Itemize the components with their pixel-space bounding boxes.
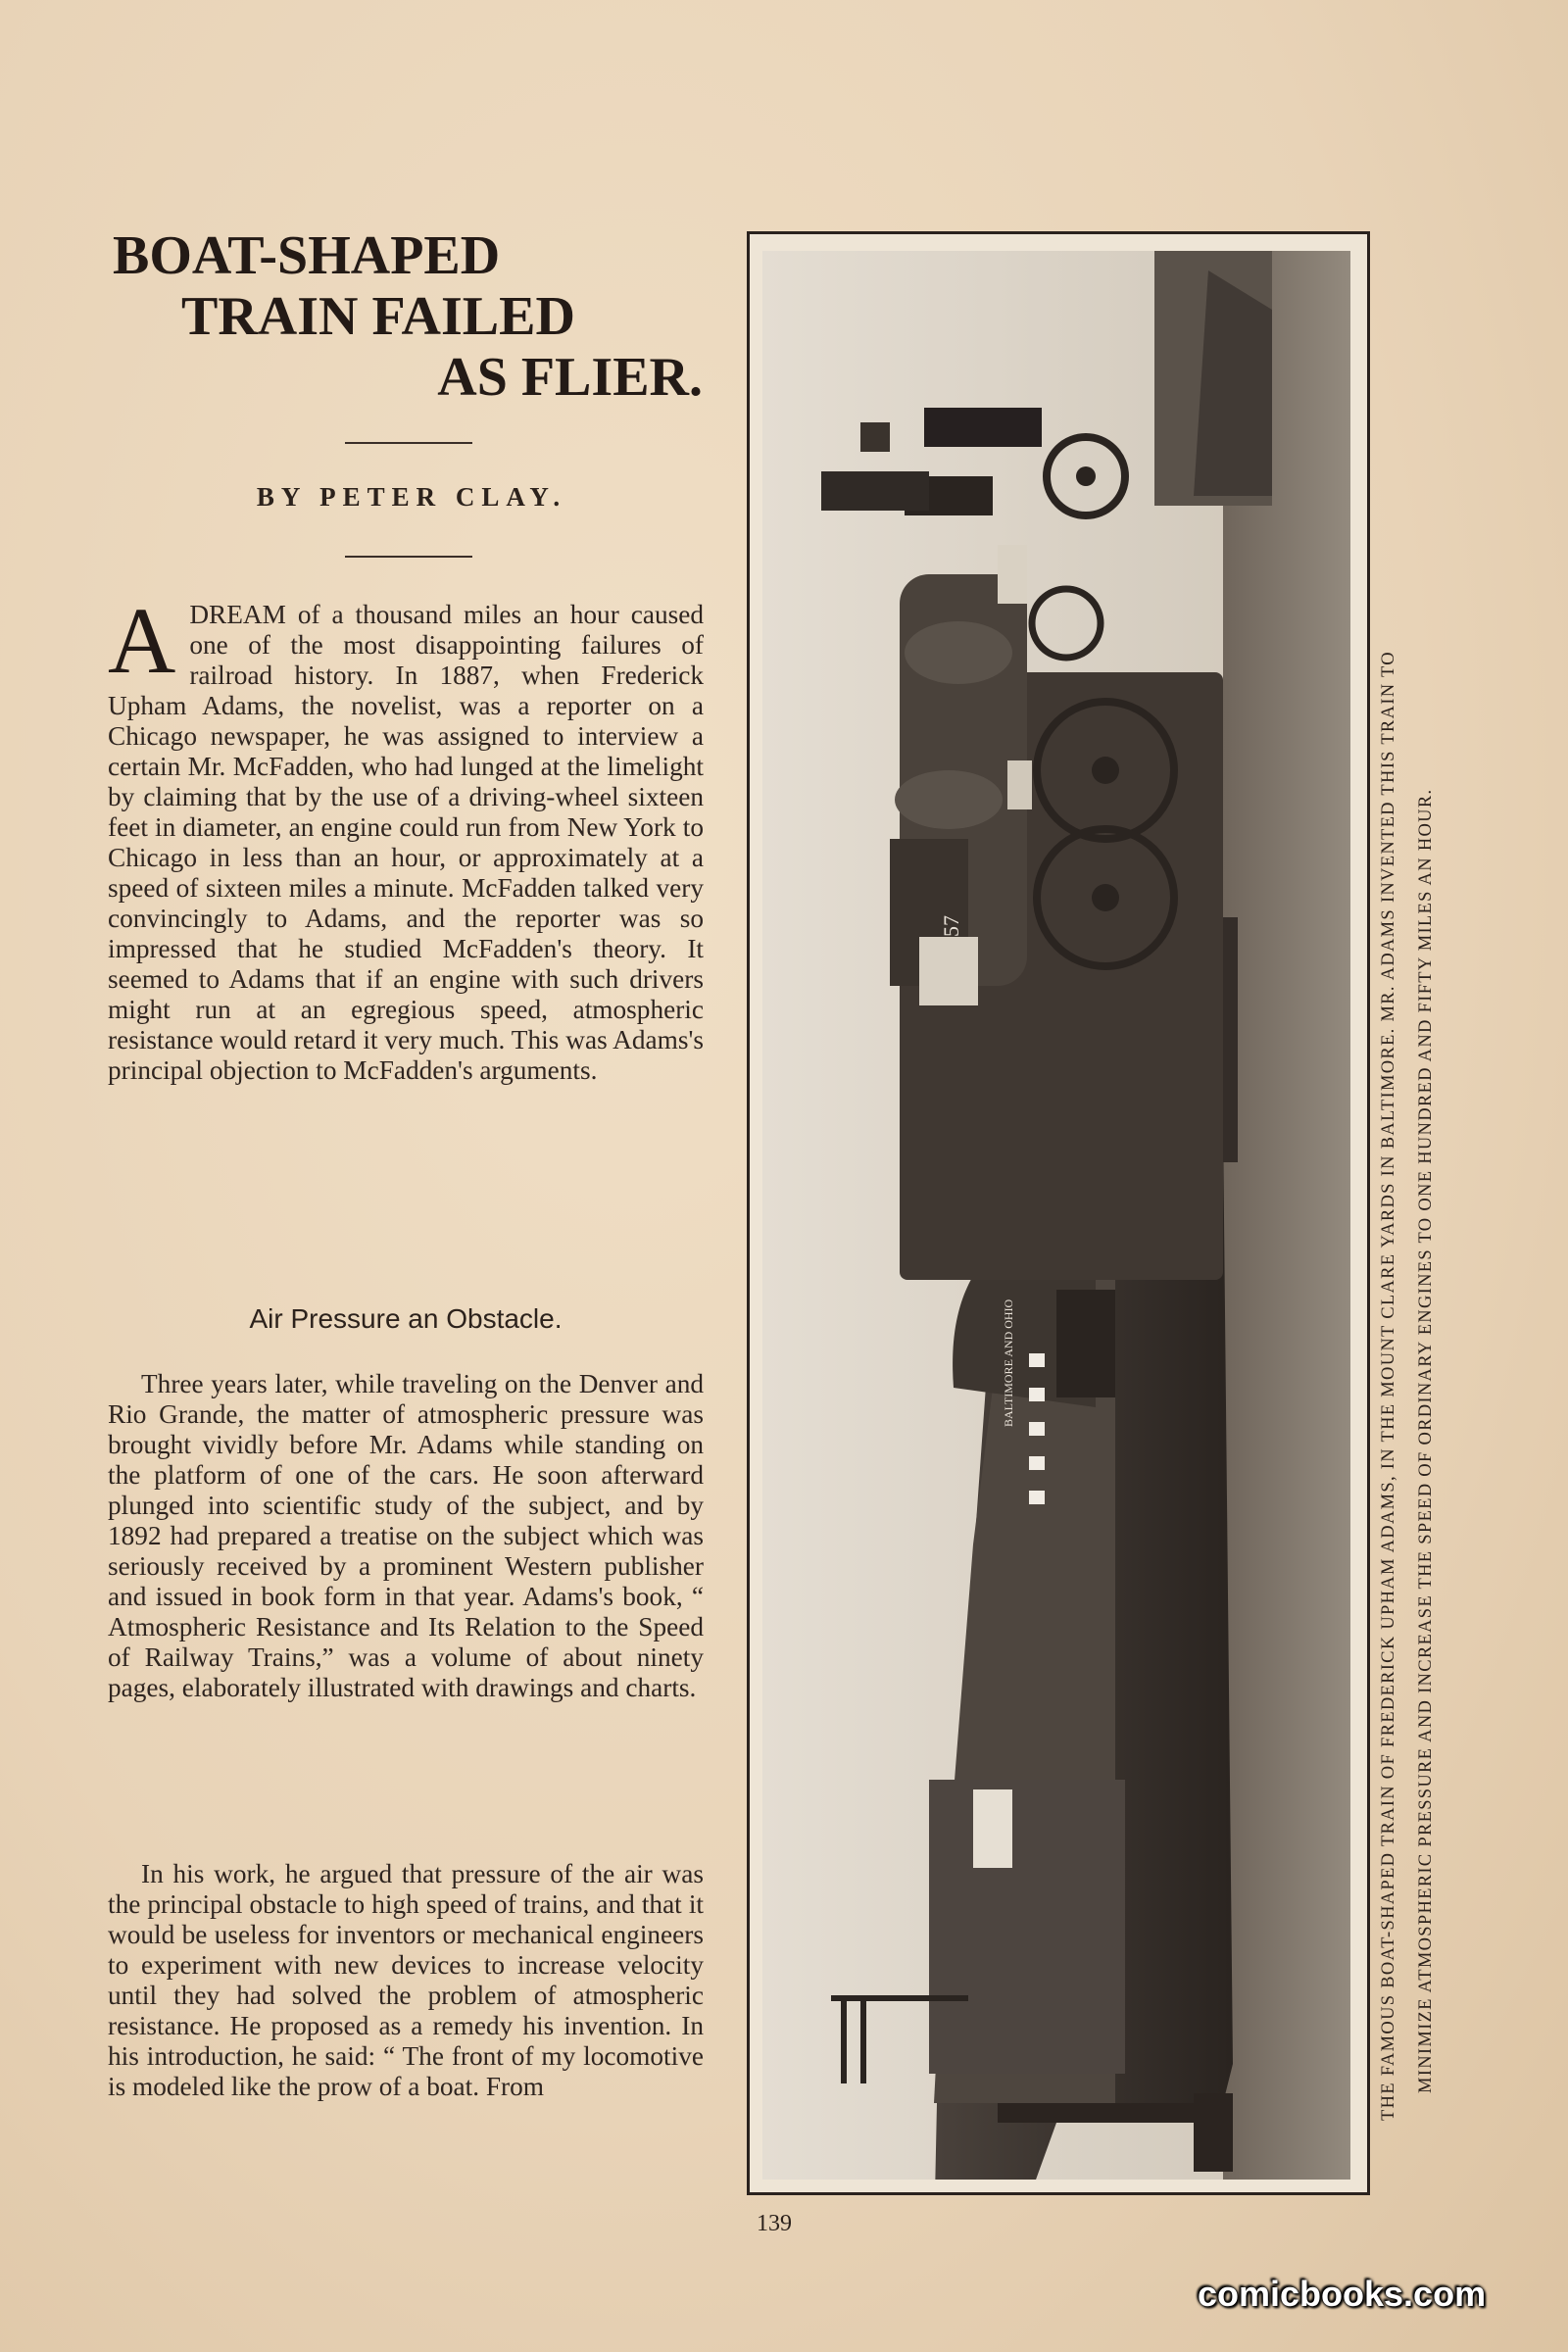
paragraph-2-text: Three years later, while traveling on the Denver and Rio Grande, the matter of atmospheric pressure was brought vividly before Mr. Adams while standing on the platform of one of the cars. He soon afterward plunged into scientific study of the subject, and by 1892 had prepared a treatise on the subject which was seriously received by a prominent Western publisher and issued in book form in that year. Adams's book, “ Atmospheric Resistance and Its Relation to the Speed of Railway Trains,” was a volume of about ninety pages, elaborately illustrated with drawings and charts.	[108, 1369, 704, 1702]
page-number: 139	[757, 2211, 792, 2236]
train-photograph-illustration	[762, 251, 1350, 2180]
headline-line-2: TRAIN FAILED	[181, 286, 575, 347]
caption-line-2: MINIMIZE ATMOSPHERIC PRESSURE AND INCREASE THE SPEED OF ORDINARY ENGINES TO ONE HUNDRED AND FIFTY MILES AN HOUR.	[1416, 788, 1436, 2093]
drop-cap: A	[108, 588, 176, 693]
car-lettering: BALTIMORE AND OHIO	[1002, 1298, 1015, 1427]
byline-divider	[345, 556, 472, 558]
headline-line-3: AS FLIER.	[437, 347, 703, 408]
site-watermark: comicbooks.com	[1198, 2274, 1487, 2314]
article-headline	[113, 225, 710, 408]
photo-caption	[1370, 278, 1566, 2121]
paragraph-1-text: DREAM of a thousand miles an hour caused one of the most disappointing failures of railroad history. In 1887, when Frederick Upham Adams, the novelist, was a reporter on a Chicago newspaper, he was assigned to interview a certain Mr. McFadden, who had lunged at the limelight by claiming that by the use of a driving-wheel sixteen feet in diameter, an engine could run from New York to Chicago in less than an hour, or approximately at a speed of sixteen miles a minute. McFadden talked very convincingly to Adams, and the reporter was so impressed that he studied McFadden's theory. It seemed to Adams that if an engine with such drivers might run at an egregious speed, atmospheric resistance would retard it very much. This was Adams's principal objection to McFadden's arguments.	[108, 600, 704, 1085]
paragraph-2	[108, 1369, 704, 1703]
caption-line-1: THE FAMOUS BOAT-SHAPED TRAIN OF FREDERICK UPHAM ADAMS, IN THE MOUNT CLARE YARDS IN BALTIMORE. MR. ADAMS INVENTED THIS TRAIN TO	[1379, 651, 1398, 2121]
paragraph-3-text: In his work, he argued that pressure of the air was the principal obstacle to high speed of trains, and that it would be useless for inventors or mechanical engineers to experiment with new devices to increase velocity until they had solved the problem of atmospheric resistance. He proposed as a remedy his invention. In his introduction, he said: “ The front of my locomotive is modeled like the prow of a boat. From	[108, 1859, 704, 2101]
headline-divider	[345, 442, 472, 444]
byline: BY PETER CLAY.	[256, 482, 567, 512]
paragraph-3	[108, 1859, 704, 2102]
section-subheading: Air Pressure an Obstacle.	[249, 1303, 563, 1334]
headline-line-1: BOAT-SHAPED	[113, 225, 501, 286]
train-photograph	[762, 251, 1350, 2180]
paragraph-1	[108, 588, 704, 1086]
engine-number: 57	[939, 915, 963, 937]
